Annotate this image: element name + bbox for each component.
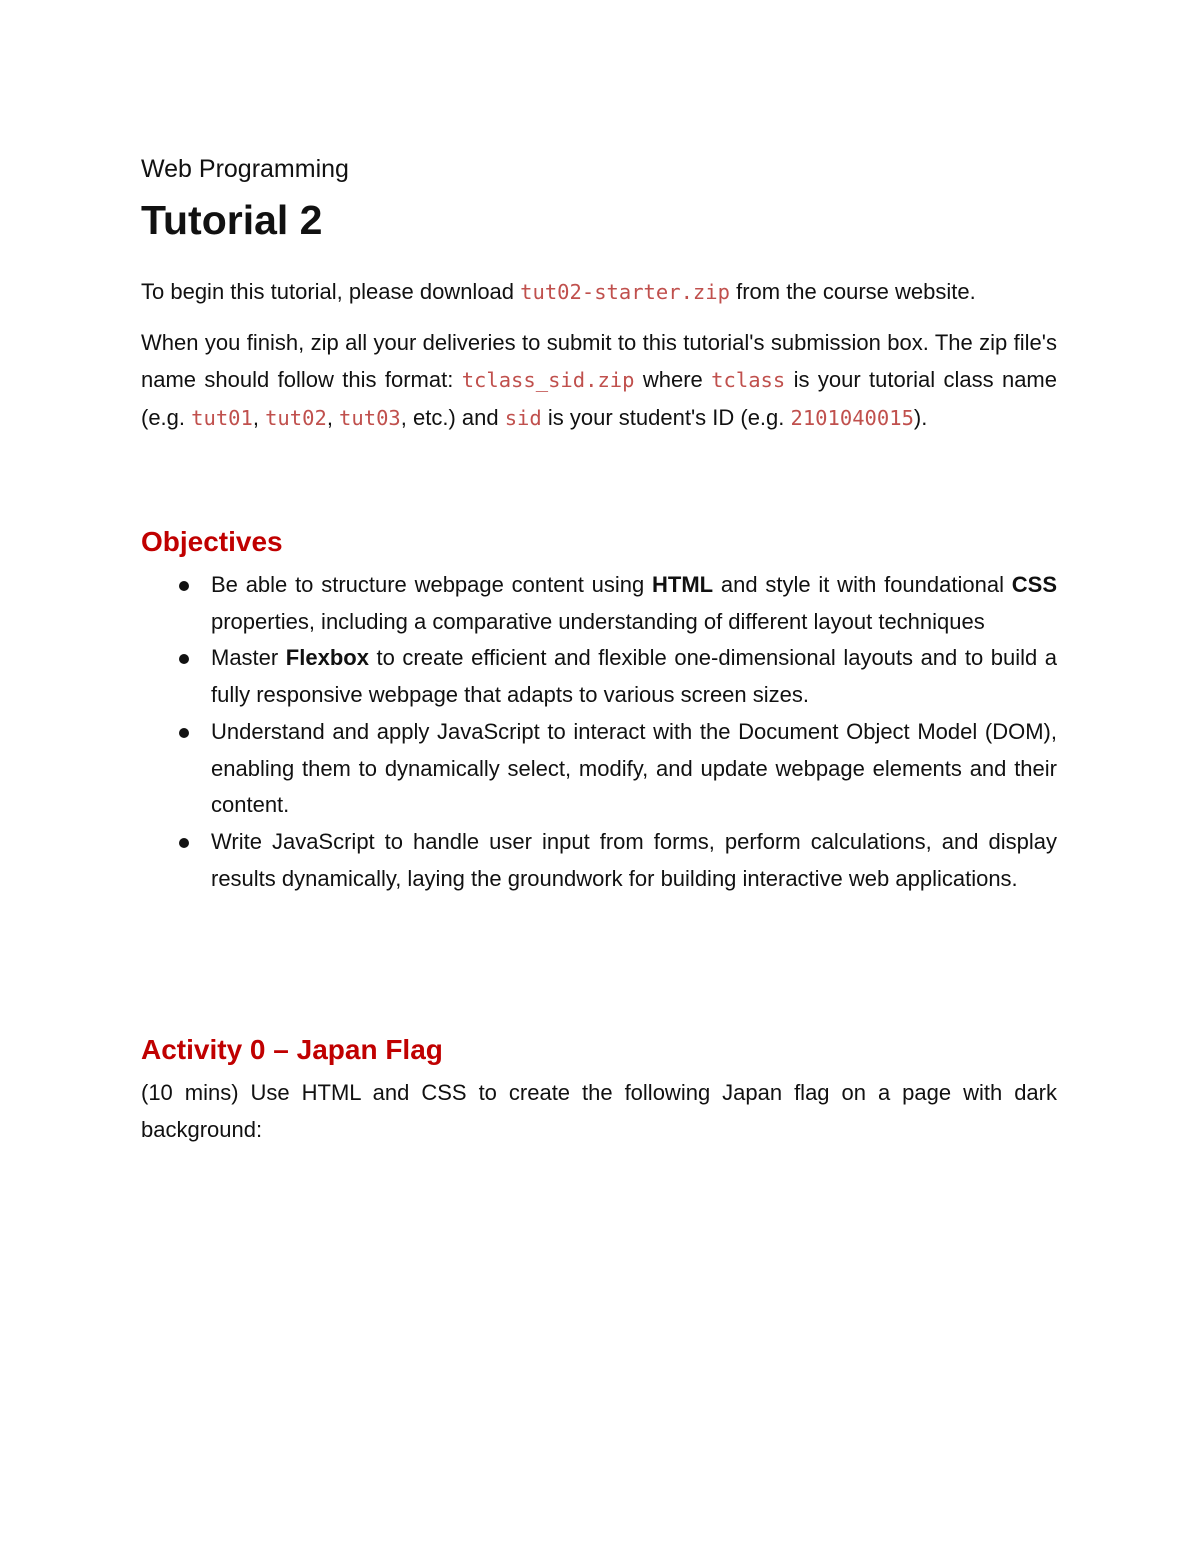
- submit-text-4: , etc.) and: [400, 405, 505, 430]
- download-text-after: from the course website.: [729, 279, 976, 304]
- example-tut03: tut03: [339, 406, 401, 430]
- separator-1: ,: [252, 405, 266, 430]
- submit-text-1: When you finish, zip all your deliveries to submit to this tutorial's submission box. The zip file's name should follow this format:: [141, 330, 1057, 392]
- activity0-text: (10 mins) Use HTML and CSS to create the following Japan flag on a page with dark background:: [141, 1080, 1057, 1142]
- objective-text: Master: [211, 645, 286, 671]
- starter-filename: tut02-starter.zip: [520, 280, 730, 304]
- objectives-list: [141, 567, 1057, 897]
- course-name: Web Programming: [141, 155, 349, 183]
- format-code: tclass_sid.zip: [461, 368, 635, 392]
- objective-bold-flexbox: Flexbox: [285, 645, 369, 671]
- objective-bold-css: CSS: [1011, 572, 1058, 597]
- objective-bold-html: HTML: [652, 572, 714, 597]
- objective-text: properties, including a comparative understanding of different layout techniques: [211, 608, 985, 634]
- tclass-code: tclass: [711, 368, 786, 392]
- list-item: [141, 640, 1057, 713]
- list-item: [141, 824, 1057, 897]
- submit-text-5: is your student's ID (e.g.: [541, 405, 791, 430]
- bullet-icon: [179, 728, 189, 738]
- page-title: Tutorial 2: [141, 197, 323, 243]
- submit-text-3: is your tutorial class name (e.g.: [141, 367, 1057, 430]
- list-item: [141, 567, 1057, 640]
- objective-text: and style it with foundational: [713, 572, 1012, 597]
- submit-text-2: where: [634, 367, 712, 392]
- objectives-heading: Objectives: [141, 526, 283, 557]
- bullet-icon: [179, 581, 189, 591]
- bullet-icon: [179, 838, 189, 848]
- separator-2: ,: [326, 405, 340, 430]
- example-tut02: tut02: [265, 406, 327, 430]
- download-text-before: To begin this tutorial, please download: [141, 279, 521, 304]
- objective-text: Understand and apply JavaScript to interact with the Document Object Model (DOM), enabling them to dynamically select, modify, and update webpage elements and their content.: [211, 718, 1057, 818]
- submit-text-6: ).: [913, 405, 928, 430]
- list-item: [141, 714, 1057, 824]
- objective-text: Write JavaScript to handle user input from forms, perform calculations, and display results dynamically, laying the groundwork for building interactive web applications.: [211, 828, 1057, 891]
- download-instruction: [141, 273, 1057, 311]
- objective-text: to create efficient and flexible one-dimensional layouts and to build a fully responsive webpage that adapts to various screen sizes.: [211, 645, 1057, 708]
- sid-code: sid: [504, 406, 542, 430]
- example-tut01: tut01: [191, 406, 253, 430]
- objective-text: Be able to structure webpage content using: [211, 572, 652, 597]
- bullet-icon: [179, 654, 189, 664]
- submission-instruction: [141, 324, 1057, 437]
- activity0-heading: Activity 0 – Japan Flag: [141, 1034, 443, 1065]
- sid-example: 2101040015: [790, 406, 914, 430]
